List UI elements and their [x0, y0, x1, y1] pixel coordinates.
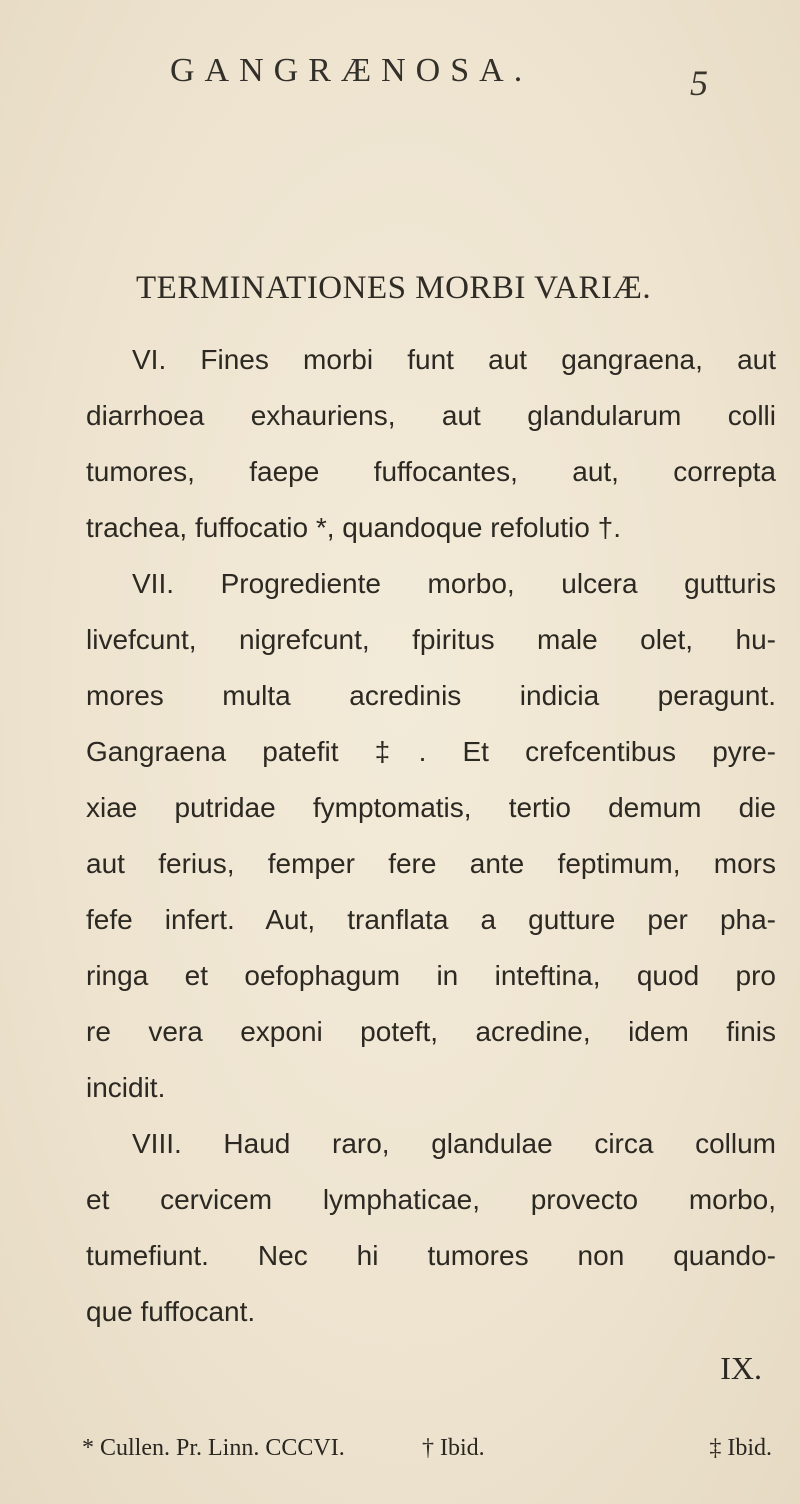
paragraph-vii-line: incidit.	[86, 1072, 166, 1103]
paragraph-vii-line: aut ferius, femper fere ante feptimum, mors	[86, 848, 776, 879]
paragraph-vii-line: mores multa acredinis indicia peragunt.	[86, 680, 776, 711]
page-number: 5	[690, 63, 708, 103]
paragraph-vii-line: re vera exponi poteft, acredine, idem finis	[86, 1016, 776, 1047]
paragraph-vii-line: fefe infert. Aut, tranflata a gutture per pha-	[86, 904, 776, 935]
paragraph-viii-line: et cervicem lymphaticae, provecto morbo,	[86, 1184, 776, 1215]
paragraph-vii-line: VII. Progrediente morbo, ulcera gutturis	[132, 568, 776, 599]
paragraph-vi-line: diarrhoea exhauriens, aut glandularum colli	[86, 400, 776, 431]
footnote-1: * Cullen. Pr. Linn. CCCVI.	[82, 1435, 345, 1461]
paragraph-vii-line: Gangraena patefit ‡. Et crefcentibus pyre-	[86, 736, 776, 767]
footnote-2: † Ibid.	[422, 1435, 485, 1461]
paragraph-vii-line: livefcunt, nigrefcunt, fpiritus male olet, hu-	[86, 624, 776, 655]
section-title: TERMINATIONES MORBI VARIÆ.	[136, 270, 652, 306]
paragraph-vi-line: VI. Fines morbi funt aut gangraena, aut	[132, 344, 776, 375]
paragraph-viii-line: que fuffocant.	[86, 1296, 256, 1327]
paragraph-viii-line: tumefiunt. Nec hi tumores non quando-	[86, 1240, 776, 1271]
footnotes	[82, 1435, 772, 1462]
paragraph-vi-line: trachea, fuffocatio *, quandoque refolutio †.	[86, 512, 621, 543]
paragraph-vii-line: xiae putridae fymptomatis, tertio demum die	[86, 792, 776, 823]
footnote-3: ‡ Ibid.	[709, 1435, 772, 1461]
paragraph-viii-line: VIII. Haud raro, glandulae circa collum	[132, 1128, 776, 1159]
paragraph-vii-line: ringa et oefophagum in inteftina, quod pro	[86, 960, 776, 991]
paragraph-vi-line: tumores, faepe fuffocantes, aut, correpta	[86, 456, 776, 487]
body-text	[86, 332, 776, 1396]
running-head: GANGRÆNOSA.	[170, 52, 533, 89]
catchword: IX.	[720, 1350, 762, 1386]
